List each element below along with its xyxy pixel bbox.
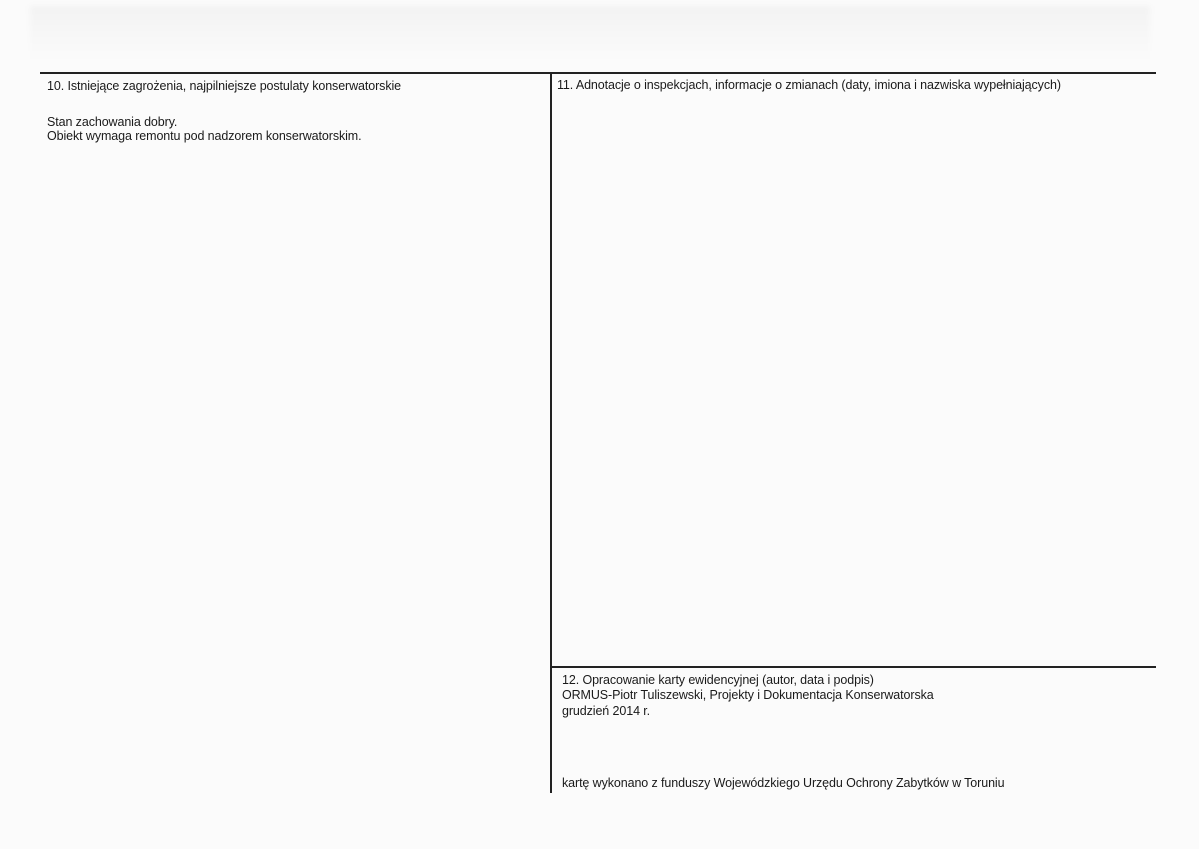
- top-rule: [40, 72, 1156, 74]
- column-divider: [550, 73, 552, 793]
- renovation-line: Obiekt wymaga remontu pod nadzorem konserwatorskim.: [47, 129, 362, 143]
- author-line: ORMUS-Piotr Tuliszewski, Projekty i Dokumentacja Konserwatorska: [562, 688, 934, 702]
- section-10-title: 10. Istniejące zagrożenia, najpilniejsze postulaty konserwatorskie: [47, 79, 402, 93]
- condition-line: Stan zachowania dobry.: [47, 115, 178, 129]
- section-12-title: 12. Opracowanie karty ewidencyjnej (autor, data i podpis): [562, 673, 874, 687]
- funding-note: kartę wykonano z funduszy Wojewódzkiego Urzędu Ochrony Zabytków w Toruniu: [562, 776, 1005, 790]
- date-line: grudzień 2014 r.: [562, 704, 651, 718]
- scan-bleed-through: [30, 6, 1150, 62]
- section-12-rule: [551, 666, 1156, 668]
- section-11-title: 11. Adnotacje o inspekcjach, informacje o zmianach (daty, imiona i nazwiska wypełniających): [557, 78, 1061, 92]
